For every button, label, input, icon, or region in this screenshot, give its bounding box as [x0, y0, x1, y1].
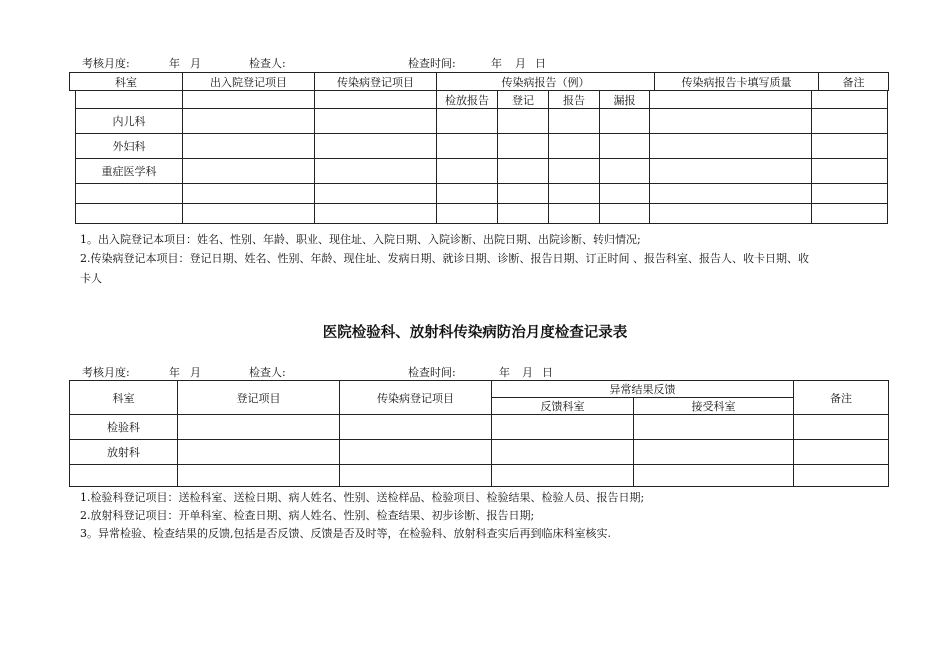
note-2: 2.传染病登记本项目：登记日期、姓名、性别、年龄、现住址、发病日期、就诊日期、诊断、报告日期、订正时间 、报告科室、报告人、收卡日期、收 — [80, 252, 809, 265]
sub-col-missed: 漏报 — [600, 91, 650, 109]
table-cell — [812, 159, 888, 184]
table-cell — [549, 184, 600, 204]
table-row — [76, 184, 888, 204]
col-department: 科室 — [70, 381, 178, 415]
inspector-label: 检查人: — [249, 366, 286, 379]
form2-table — [69, 380, 889, 487]
note-2-cont: 卡人 — [80, 272, 102, 285]
sub-col-reported: 报告 — [549, 91, 600, 109]
form1-body-table — [75, 90, 888, 224]
col-admission-registry: 出入院登记项目 — [183, 73, 315, 91]
note-3: 3。异常检验、检查结果的反馈,包括是否反馈、反馈是否及时等，在检验科、放射科查实后再到临床科室核实. — [80, 527, 611, 540]
table-cell — [178, 465, 340, 487]
table-row — [70, 465, 889, 487]
table-cell — [549, 134, 600, 159]
col-infectious-registry: 传染病登记项目 — [315, 73, 437, 91]
table-cell — [437, 109, 498, 134]
table-cell — [498, 184, 549, 204]
table-cell — [812, 204, 888, 224]
table-cell — [437, 134, 498, 159]
check-time-label: 检查时间: — [408, 366, 456, 379]
row-label: 外妇科 — [76, 134, 183, 159]
table-cell — [437, 204, 498, 224]
table-cell — [498, 204, 549, 224]
table-cell — [600, 159, 650, 184]
table-cell — [650, 184, 812, 204]
page-title: 医院检验科、放射科传染病防治月度检查记录表 — [322, 325, 628, 341]
table-cell — [812, 134, 888, 159]
month-label: 考核月度: — [82, 366, 130, 379]
table-cell — [498, 134, 549, 159]
form1-header-table — [69, 72, 889, 91]
table-cell — [315, 204, 437, 224]
table-cell — [183, 204, 315, 224]
table-row — [76, 159, 888, 184]
sub-col-receiving-dept: 接受科室 — [634, 398, 794, 415]
check-time-label: 检查时间: — [408, 57, 456, 70]
table-cell — [437, 184, 498, 204]
table-row — [76, 204, 888, 224]
table-cell — [183, 184, 315, 204]
month-label: 考核月度: — [82, 57, 130, 70]
table-cell — [634, 440, 794, 465]
table-cell — [549, 109, 600, 134]
row-label: 内儿科 — [76, 109, 183, 134]
col-report-card-quality: 传染病报告卡填写质量 — [655, 73, 819, 91]
table-cell — [340, 465, 492, 487]
time-day-unit: 日 — [535, 57, 546, 70]
table-cell — [600, 204, 650, 224]
table-cell — [315, 184, 437, 204]
table-cell — [498, 159, 549, 184]
table-row — [76, 109, 888, 134]
col-infectious-registry: 传染病登记项目 — [340, 381, 492, 415]
sub-col-registered: 登记 — [498, 91, 549, 109]
time-month-unit: 月 — [522, 366, 533, 379]
year-unit: 年 — [169, 57, 180, 70]
table-cell — [549, 159, 600, 184]
table-cell — [178, 440, 340, 465]
table-cell — [650, 204, 812, 224]
table-cell — [600, 184, 650, 204]
sub-col-feedback-dept: 反馈科室 — [492, 398, 634, 415]
table-cell — [650, 159, 812, 184]
inspector-label: 检查人: — [249, 57, 286, 70]
table-cell — [549, 204, 600, 224]
time-day-unit: 日 — [542, 366, 553, 379]
row-label: 放射科 — [70, 440, 178, 465]
table-row — [70, 440, 889, 465]
table-cell — [340, 440, 492, 465]
table-row — [76, 134, 888, 159]
subheader-row — [76, 91, 888, 109]
table-cell — [183, 109, 315, 134]
table-cell — [183, 134, 315, 159]
col-abnormal-feedback: 异常结果反馈 — [492, 381, 794, 398]
note-2: 2.放射科登记项目：开单科室、检查日期、病人姓名、性别、检查结果、初步诊断、报告日期; — [80, 509, 535, 522]
table-cell — [492, 415, 634, 440]
table-cell — [437, 159, 498, 184]
row-label — [70, 465, 178, 487]
table-row — [70, 415, 889, 440]
table-cell — [794, 465, 889, 487]
row-label: 检验科 — [70, 415, 178, 440]
row-label: 重症医学科 — [76, 159, 183, 184]
table-cell — [812, 109, 888, 134]
table-cell — [183, 159, 315, 184]
col-remarks: 备注 — [819, 73, 889, 91]
row-label — [76, 204, 183, 224]
table-cell — [794, 440, 889, 465]
table-cell — [340, 415, 492, 440]
table-cell — [492, 465, 634, 487]
note-1: 1.检验科登记项目：送检科室、送检日期、病人姓名、性别、送检样品、检验项目、检验结果、检验人员、报告日期; — [80, 491, 645, 504]
note-1: 1。出入院登记本项目：姓名、性别、年龄、职业、现住址、入院日期、入院诊断、出院日期、出院诊断、转归情况; — [80, 233, 641, 246]
table-cell — [650, 134, 812, 159]
table-cell — [315, 134, 437, 159]
col-registry-items: 登记项目 — [178, 381, 340, 415]
table-cell — [315, 159, 437, 184]
time-month-unit: 月 — [515, 57, 526, 70]
table-cell — [492, 440, 634, 465]
table-cell — [812, 184, 888, 204]
month-unit: 月 — [190, 366, 201, 379]
table-cell — [634, 415, 794, 440]
table-cell — [600, 109, 650, 134]
table-cell — [794, 415, 889, 440]
year-unit: 年 — [169, 366, 180, 379]
col-infectious-report: 传染病报告（例） — [437, 73, 655, 91]
table-cell — [498, 109, 549, 134]
table-cell — [178, 415, 340, 440]
table-cell — [600, 134, 650, 159]
table-cell — [650, 109, 812, 134]
time-year-unit: 年 — [499, 366, 510, 379]
table-cell — [634, 465, 794, 487]
row-label — [76, 184, 183, 204]
col-department: 科室 — [70, 73, 183, 91]
col-remarks: 备注 — [794, 381, 889, 415]
sub-col-detected: 检放报告 — [437, 91, 498, 109]
time-year-unit: 年 — [491, 57, 502, 70]
table-cell — [315, 109, 437, 134]
month-unit: 月 — [190, 57, 201, 70]
